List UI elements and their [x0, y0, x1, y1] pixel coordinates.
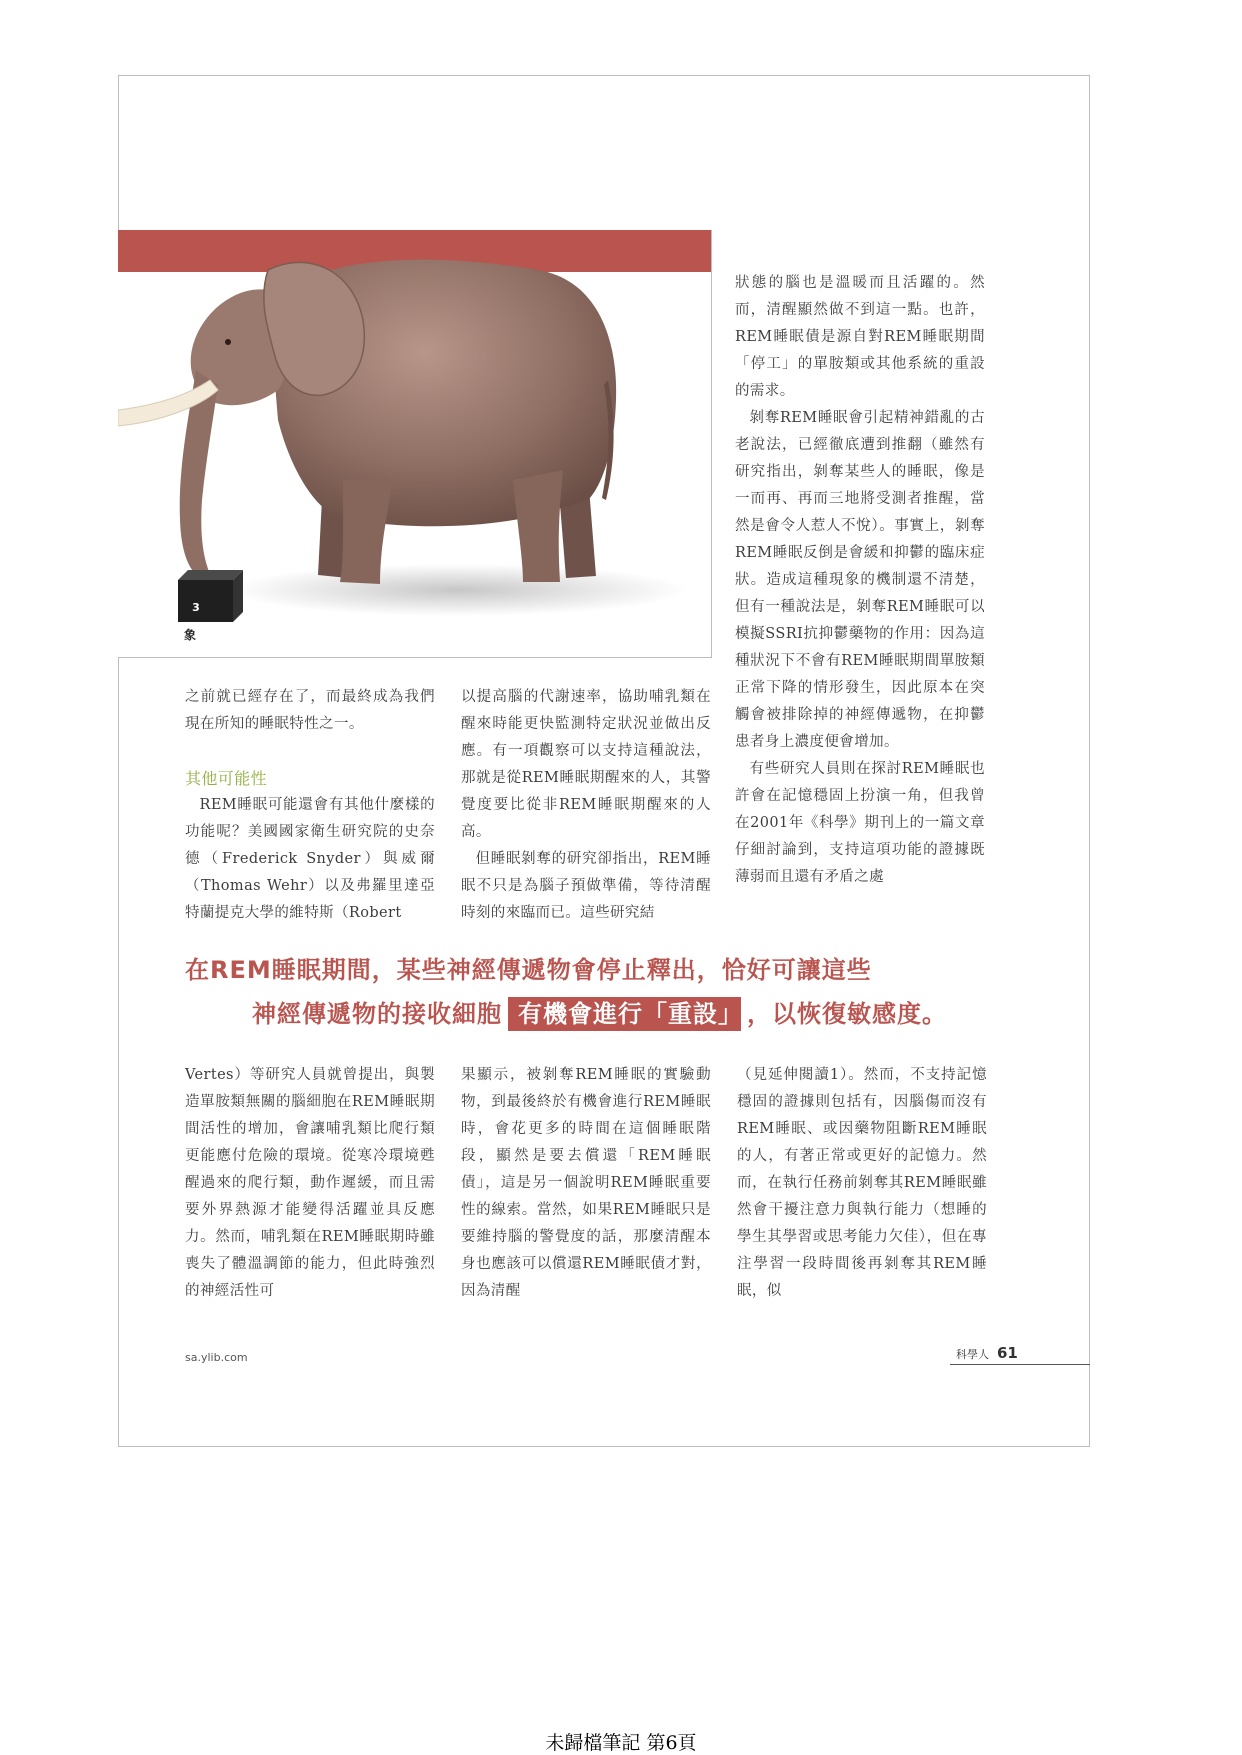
pull-quote-line-2 — [252, 994, 947, 1029]
elephant-figure — [118, 230, 712, 658]
paragraph: 狀態的腦也是溫暖而且活躍的。然而，清醒顯然做不到這一點。也許，REM睡眠債是源自對REM睡眠期間「停工」的單胺類或其他系統的重設的需求。 — [735, 275, 985, 399]
footer-site-url: sa.ylib.com — [185, 1351, 248, 1364]
paragraph: 以提高腦的代謝速率，協助哺乳類在醒來時能更快監測特定狀況並做出反應。有一項觀察可以支持這種說法，那就是從REM睡眠期醒來的人，其警覺度要比從非REM睡眠期醒來的人高。 — [461, 689, 711, 840]
paragraph: 果顯示，被剝奪REM睡眠的實驗動物，到最後終於有機會進行REM睡眠時，會花更多的時間在這個睡眠階段，顯然是要去償還「REM睡眠債」，這是另一個說明REM睡眠重要性的線索。當然，如果REM睡眠只是要維持腦的警覺度的話，那麼清醒本身也應該可以償還REM睡眠債才對，因為清醒 — [461, 1067, 711, 1299]
elephant-illustration — [118, 230, 712, 658]
bottom-note: 未歸檔筆記 第6頁 — [545, 1732, 697, 1754]
footer-rule — [950, 1364, 1090, 1365]
paragraph: 剝奪REM睡眠會引起精神錯亂的古老說法，已經徹底遭到推翻（雖然有研究指出，剝奪某些人的睡眠，像是一而再、再而三地將受測者推醒，當然是會令人惹人不悅）。事實上，剝奪REM睡眠反倒是會緩和抑鬱的臨床症狀。造成這種現象的機制還不清楚，但有一種說法是，剝奪REM睡眠可以模擬SSRI抗抑鬱藥物的作用：因為這種狀況下不會有REM睡眠期間單胺類正常下降的情形發生，因此原本在突觸會被排除掉的神經傳遞物，在抑鬱患者身上濃度便會增加。 — [735, 410, 985, 750]
paragraph: 之前就已經存在了，而最終成為我們現在所知的睡眠特性之一。 — [185, 689, 435, 732]
section-heading: 其他可能性 — [185, 769, 268, 788]
figure-caption: 象 — [184, 628, 197, 642]
column-3-top — [735, 270, 985, 891]
paragraph: （見延伸閱讀1）。然而，不支持記憶穩固的證據則包括有，因腦傷而沒有REM睡眠、或因藥物阻斷REM睡眠的人，有著正常或更好的記憶力。然而，在執行任務前剝奪其REM睡眠雖然會干擾注意力與執行能力（想睡的學生其學習或思考能力欠佳），但在專注學習一段時間後再剝奪其REM睡眠，似 — [737, 1067, 987, 1299]
column-3-bottom — [737, 1062, 987, 1305]
box-top — [178, 570, 243, 580]
pull-quote-post: ，以恢復敏感度。 — [747, 1000, 947, 1028]
column-1-top — [185, 684, 435, 927]
pull-quote-highlight: 有機會進行「重設」 — [508, 997, 741, 1031]
column-2-top — [461, 684, 711, 927]
pull-quote-pre: 神經傳遞物的接收細胞 — [252, 1000, 502, 1028]
pull-quote-line-1: 在REM睡眠期間，某些神經傳遞物會停止釋出，恰好可讓這些 — [185, 956, 872, 984]
column-2-bottom — [461, 1062, 711, 1305]
elephant-eye — [225, 339, 231, 345]
magazine-name: 科學人 — [956, 1348, 989, 1361]
paragraph: 有些研究人員則在探討REM睡眠也許會在記憶穩固上扮演一角，但我曾在2001年《科學》期刊上的一篇文章仔細討論到，支持這項功能的證據既薄弱而且還有矛盾之處 — [735, 761, 985, 885]
ground-shadow — [228, 564, 688, 616]
box-front — [178, 580, 233, 622]
paragraph: Vertes）等研究人員就曾提出，與製造單胺類無關的腦細胞在REM睡眠期間活性的增加，會讓哺乳類比爬行類更能應付危險的環境。從寒冷環境甦醒過來的爬行類，動作遲緩，而且需要外界熱源才能變得活躍並具反應力。然而，哺乳類在REM睡眠期時雖喪失了體溫調節的能力，但此時強烈的神經活性可 — [185, 1067, 435, 1299]
paragraph: REM睡眠可能還會有其他什麼樣的功能呢？美國國家衛生研究院的史奈德（Frederick Snyder）與威爾（Thomas Wehr）以及弗羅里達亞特蘭提克大學的維特斯（Robert — [185, 797, 435, 921]
paragraph: 但睡眠剝奪的研究卻指出，REM睡眠不只是為腦子預做準備，等待清醒時刻的來臨而已。這些研究結 — [461, 851, 711, 921]
footer-magazine — [956, 1344, 1018, 1362]
page-number: 61 — [997, 1344, 1018, 1362]
column-1-bottom — [185, 1062, 435, 1305]
figure-number: 3 — [192, 601, 200, 614]
